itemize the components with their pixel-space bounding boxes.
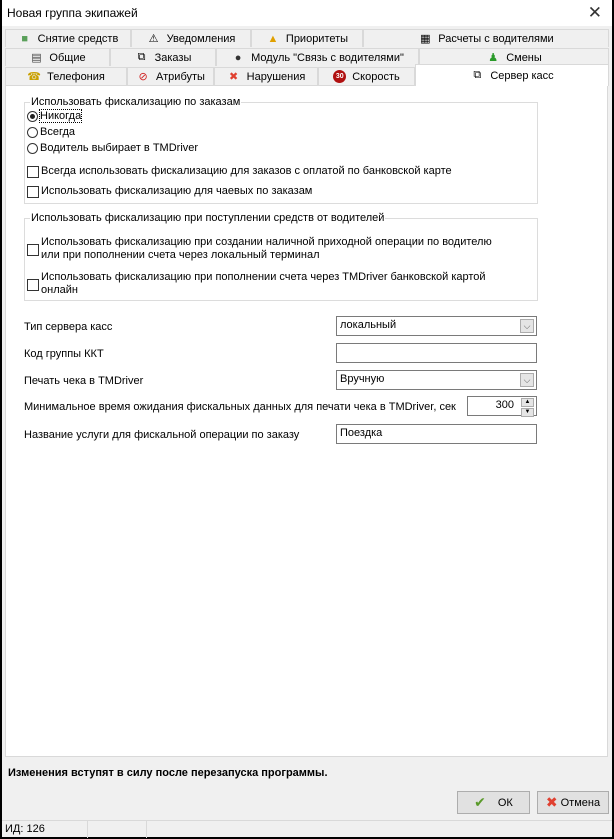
tab-money-withdrawal[interactable] (5, 29, 131, 47)
tab-telephony[interactable] (5, 67, 127, 85)
chevron-down-icon[interactable]: ⌵ (520, 373, 534, 387)
status-cell (88, 821, 147, 838)
tab-speed[interactable] (318, 67, 415, 85)
tab-label: Смены (506, 51, 542, 64)
properties-icon: ▤ (31, 52, 42, 64)
money-icon: ■ (21, 32, 28, 45)
tab-label: Модуль "Связь с водителями" (251, 51, 404, 64)
copy-icon: ⧉ (473, 69, 482, 81)
check-bank-card-orders[interactable] (27, 165, 452, 178)
calculator-icon: ▦ (420, 33, 431, 45)
ok-label: ОК (497, 796, 513, 809)
checkbox[interactable] (27, 279, 39, 291)
restart-notice: Изменения вступят в силу после перезапуска программы. (8, 767, 328, 779)
tab-label: Заказы (154, 51, 192, 64)
radio-button[interactable] (27, 143, 38, 154)
server-type-select[interactable] (336, 316, 537, 336)
tab-label: Атрибуты (156, 70, 205, 83)
drivers-fiscalization-group (24, 212, 538, 301)
tab-label: Расчеты с водителями (438, 32, 554, 45)
checkbox-label: Использовать фискализацию при пополнении счета через TMDriver банковской картой онлайн (41, 271, 486, 296)
tab-row-3 (5, 67, 609, 85)
warning-icon: ⚠ (148, 33, 159, 45)
check-tips[interactable] (27, 185, 312, 198)
tab-panel-cash-server (5, 85, 608, 757)
receipt-print-label: Печать чека в TMDriver (24, 375, 144, 387)
service-name-input[interactable]: Поездка (336, 424, 537, 444)
checkbox[interactable] (27, 186, 39, 198)
checkbox-label: Использовать фискализацию для чаевых по заказам (41, 185, 313, 197)
tab-driver-settlements[interactable] (363, 29, 609, 47)
check-cash-income[interactable] (27, 236, 492, 262)
checkbox[interactable] (27, 166, 39, 178)
radio-never[interactable] (27, 110, 81, 122)
checkbox[interactable] (27, 244, 39, 256)
tab-attributes[interactable] (127, 67, 214, 85)
receipt-print-select[interactable] (336, 370, 537, 390)
red-x-icon: ✖ (229, 71, 239, 83)
radio-button[interactable] (27, 127, 38, 138)
tab-priorities[interactable] (251, 29, 363, 47)
radio-always[interactable] (27, 126, 75, 138)
tab-cash-server[interactable] (415, 64, 609, 86)
checkbox-label: Использовать фискализацию при создании наличной приходной операции по водителю или при пополнении счета через локальный терминал (41, 236, 492, 261)
phone-icon: ☎ (27, 71, 41, 83)
tab-label: Уведомления (166, 32, 236, 45)
min-wait-spinner[interactable] (467, 396, 537, 416)
driver-icon: ● (234, 51, 242, 64)
close-icon[interactable]: ✕ (587, 3, 602, 22)
taxi-flag-icon: ▲ (267, 32, 279, 45)
tab-label: Общие (49, 51, 86, 64)
group-title: Использовать фискализацию по заказам (31, 96, 241, 108)
radio-driver-chooses[interactable] (27, 142, 198, 154)
status-id: ИД: 126 (2, 821, 88, 838)
ok-button[interactable] (457, 791, 530, 814)
radio-label: Всегда (40, 126, 76, 138)
title-bar (2, 0, 612, 26)
tab-driver-communication[interactable] (216, 48, 419, 66)
people-icon: ♟ (488, 52, 499, 64)
kkt-group-label: Код группы ККТ (24, 348, 104, 360)
copy-icon: ⧉ (137, 51, 146, 63)
min-wait-label: Минимальное время ожидания фискальных данных для печати чека в TMDriver, сек (24, 401, 456, 413)
spin-down-icon[interactable]: ▼ (521, 408, 534, 417)
window-title: Новая группа экипажей (7, 6, 138, 20)
orders-fiscalization-group (24, 96, 538, 204)
tab-label: Снятие средств (37, 32, 119, 45)
tab-label: Приоритеты (285, 32, 349, 45)
tab-label: Телефония (47, 70, 105, 83)
tab-violations[interactable] (214, 67, 318, 85)
spin-up-icon[interactable]: ▲ (521, 398, 534, 407)
tab-label: Нарушения (246, 70, 306, 83)
tab-notifications[interactable] (131, 29, 251, 47)
service-name-label: Название услуги для фискальной операции по заказу (24, 429, 300, 441)
tab-orders[interactable] (110, 48, 216, 66)
radio-button[interactable] (27, 111, 38, 122)
checkbox-label: Всегда использовать фискализацию для заказов с оплатой по банковской карте (41, 165, 452, 177)
red-x-icon: ✖ (545, 794, 558, 810)
check-tmdriver-card-topup[interactable] (27, 271, 486, 297)
radio-label: Водитель выбирает в TMDriver (40, 142, 199, 154)
tab-row-1 (5, 29, 609, 47)
server-type-label: Тип сервера касс (24, 321, 113, 333)
chevron-down-icon[interactable]: ⌵ (520, 319, 534, 333)
spinner-value: 300 (495, 399, 514, 411)
select-value: Вручную (340, 373, 385, 385)
tab-label: Скорость (352, 70, 400, 83)
group-title: Использовать фискализацию при поступлении средств от водителей (31, 212, 385, 224)
cancel-label: Отмена (560, 796, 601, 809)
kkt-group-input[interactable] (336, 343, 537, 363)
select-value: локальный (340, 319, 397, 331)
tab-label: Сервер касс (490, 69, 554, 82)
dialog-window (2, 0, 612, 837)
checkmark-icon: ✔ (474, 794, 486, 810)
no-smoking-icon: ⊘ (138, 71, 148, 83)
status-bar (2, 820, 612, 838)
speed-30-icon: 30 (333, 70, 346, 83)
radio-label: Никогда (40, 110, 82, 122)
cancel-button[interactable] (537, 791, 609, 814)
tab-general[interactable] (5, 48, 110, 66)
